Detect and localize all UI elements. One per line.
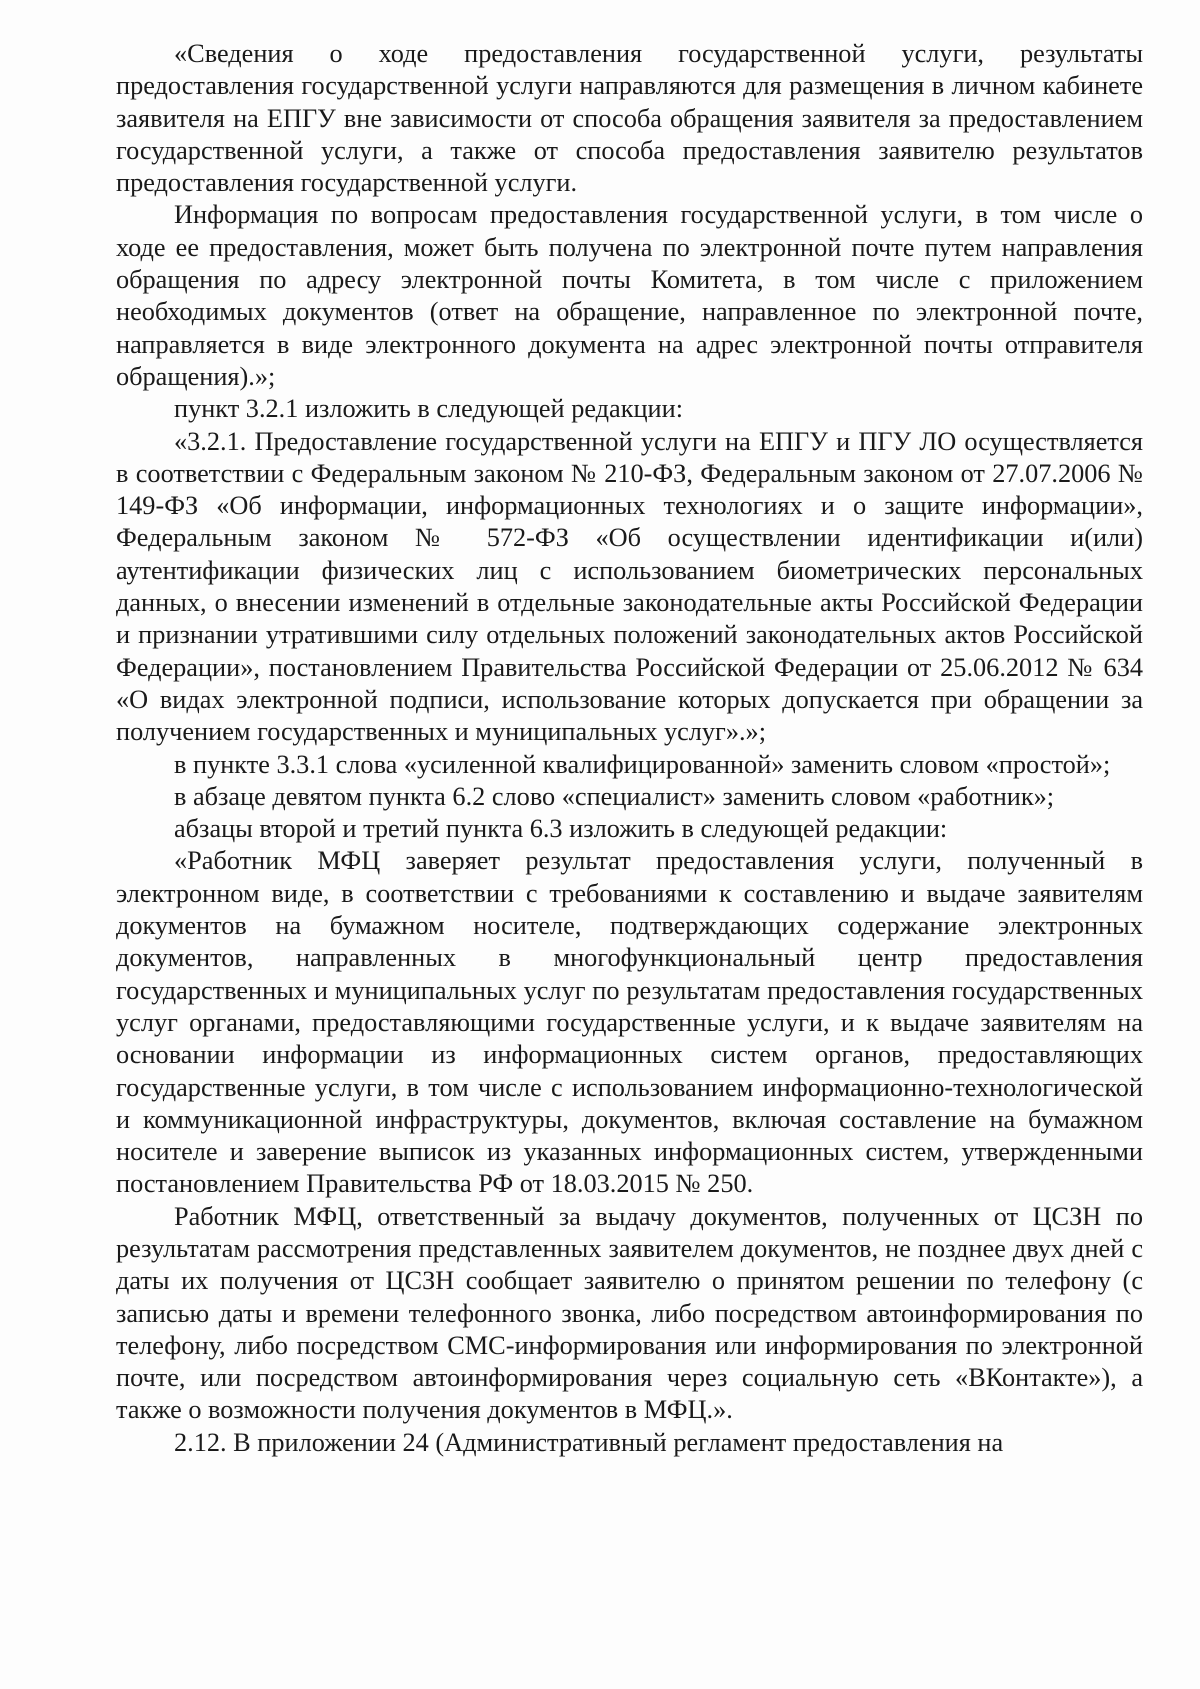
paragraph-punkt-6-2: в абзаце девятом пункта 6.2 слово «специалист» заменить словом «работник»; (174, 781, 1055, 811)
paragraph-rabotnik-zaveryaet: «Работник МФЦ заверяет результат предоставления услуги, полученный в электронном виде, в соответствии с требованиями к составлению и выдаче заявителям документов на бумажном носителе, подтверждающих содержание электронных документов, направленных в многофункциональный центр предоставления государственных и муниципальных услуг по результатам предоставления государственных услуг органами, предоставляющими государственные услуги, и к выдаче заявителям на основании информации из информационных систем органов, предоставляющих государственные услуги, в том числе с использованием информационно-технологической и коммуникационной инфраструктуры, документов, включая составление на бумажном носителе и заверение выписок из указанных информационных систем, утвержденными постановлением Правительства РФ от 18.03.2015 № 250. (116, 846, 1143, 1199)
paragraph-svedeniya: «Сведения о ходе предоставления государственной услуги, результаты предоставления государственной услуги направляются для размещения в личном кабинете заявителя на ЕПГУ вне зависимости от способа обращения заявителя за предоставлением государственной услуги, а также от способа предоставления заявителю результатов предоставления государственной услуги. (116, 39, 1143, 198)
paragraph-punkt-6-3: абзацы второй и третий пункта 6.3 изложить в следующей редакции: (174, 814, 948, 844)
document-body (116, 38, 1143, 1459)
paragraph-2-12: 2.12. В приложении 24 (Административный регламент предоставления на (174, 1427, 1004, 1457)
paragraph-rabotnik-otvetstvenny: Работник МФЦ, ответственный за выдачу документов, полученных от ЦСЗН по результатам рассмотрения представленных заявителем документов, не позднее двух дней с даты их получения от ЦСЗН сообщает заявителю о принятом решении по телефону (с записью даты и времени телефонного звонка, либо посредством автоинформирования по телефону, либо посредством СМС-информирования или информирования по электронной почте, или посредством автоинформирования через социальную сеть «ВКонтакте»), а также о возможности получения документов в МФЦ.». (116, 1201, 1143, 1425)
paragraph-punkt-3-2-1: пункт 3.2.1 изложить в следующей редакции: (174, 394, 684, 424)
paragraph-punkt-3-3-1: в пункте 3.3.1 слова «усиленной квалифицированной» заменить словом «простой»; (174, 749, 1111, 779)
paragraph-informatsiya: Информация по вопросам предоставления государственной услуги, в том числе о ходе ее предоставления, может быть получена по электронной почте путем направления обращения по адресу электронной почты Комитета, в том числе с приложением необходимых документов (ответ на обращение, направленное по электронной почте, направляется в виде электронного документа на адрес электронной почты отправителя обращения).»; (116, 200, 1143, 391)
paragraph-3-2-1-text: «3.2.1. Предоставление государственной услуги на ЕПГУ и ПГУ ЛО осуществляется в соответствии с Федеральным законом № 210-ФЗ, Федеральным законом от 27.07.2006 № 149-ФЗ «Об информации, информационных технологиях и о защите информации», Федеральным законом № 572-ФЗ «Об осуществлении идентификации и(или) аутентификации физических лиц с использованием биометрических персональных данных, о внесении изменений в отдельные законодательные акты Российской Федерации и признании утратившими силу отдельных положений законодательных актов Российской Федерации», постановлением Правительства Российской Федерации от 25.06.2012 № 634 «О видах электронной подписи, использование которых допускается при обращении за получением государственных и муниципальных услуг».»; (116, 426, 1143, 747)
